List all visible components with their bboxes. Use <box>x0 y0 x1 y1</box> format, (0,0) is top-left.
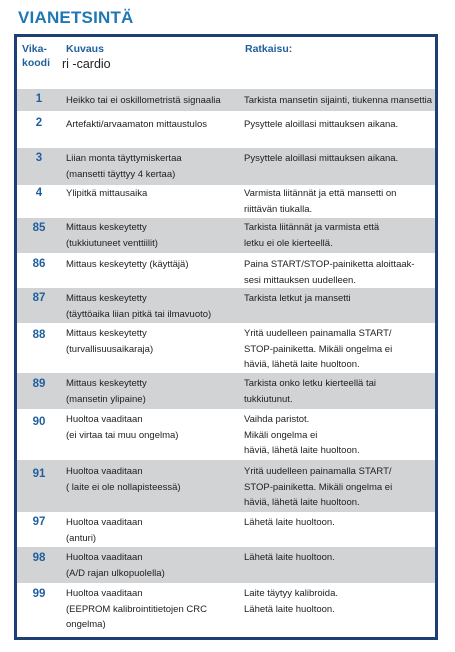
error-description: Huoltoa vaaditaan (ei virtaa tai muu ongelma) <box>66 414 179 441</box>
error-description: Mittaus keskeytetty (turvallisuusaikaraja) <box>66 328 154 355</box>
error-code: 90 <box>32 416 46 428</box>
table-row <box>17 288 435 323</box>
table-row <box>17 460 435 512</box>
error-solution: Tarkista onko letku kierteellä tai tukkiutunut. <box>244 378 377 405</box>
error-solution: Pysyttele aloillasi mittauksen aikana. <box>244 119 399 130</box>
error-description: Huoltoa vaaditaan (A/D rajan ulkopuolella) <box>66 552 165 579</box>
error-code: 87 <box>32 292 46 304</box>
error-solution: Yritä uudelleen painamalla START/ STOP-painiketta. Mikäli ongelma ei häviä, lähetä laite huoltoon. <box>244 466 393 508</box>
header-description: Kuvaus <box>66 43 104 55</box>
error-solution: Tarkista liitännät ja varmista että letku ei ole kierteellä. <box>244 222 380 249</box>
header-solution: Ratkaisu: <box>245 43 293 55</box>
error-code: 85 <box>32 222 46 234</box>
error-solution: Lähetä laite huoltoon. <box>244 517 335 528</box>
table-row <box>17 253 435 288</box>
page-title: VIANETSINTÄ <box>18 8 134 27</box>
error-description: Huoltoa vaaditaan (EEPROM kalibrointitietojen CRC ongelma) <box>66 588 207 630</box>
error-description: Huoltoa vaaditaan (anturi) <box>66 517 143 544</box>
header-code: Vika- koodi <box>22 43 50 69</box>
table-row <box>17 185 435 218</box>
table-row <box>17 583 435 637</box>
error-code: 91 <box>32 468 46 480</box>
error-solution: Yritä uudelleen painamalla START/ STOP-painiketta. Mikäli ongelma ei häviä, lähetä laite huoltoon. <box>244 328 393 370</box>
header-subtitle: ri -cardio <box>62 57 111 71</box>
error-code: 3 <box>35 152 43 164</box>
error-code: 98 <box>32 552 46 564</box>
error-solution: Tarkista letkut ja mansetti <box>244 293 351 304</box>
error-code: 97 <box>32 516 46 528</box>
error-solution: Laite täytyy kalibroida. Lähetä laite huoltoon. <box>244 588 338 615</box>
table-row <box>17 323 435 373</box>
error-code: 86 <box>32 258 46 270</box>
table-row <box>17 409 435 460</box>
error-code: 89 <box>32 378 46 390</box>
error-solution: Tarkista mansetin sijainti, tiukenna mansettia <box>244 95 432 106</box>
error-description: Heikko tai ei oskillometristä signaalia <box>66 95 221 106</box>
error-description: Huoltoa vaaditaan ( laite ei ole nollapisteessä) <box>66 466 181 493</box>
table-row <box>17 547 435 583</box>
error-solution: Pysyttele aloillasi mittauksen aikana. <box>244 153 399 164</box>
error-solution: Vaihda paristot. Mikäli ongelma ei häviä, lähetä laite huoltoon. <box>244 414 360 456</box>
error-code: 1 <box>35 93 43 105</box>
error-description: Mittaus keskeytetty (täyttöaika liian pitkä tai ilmavuoto) <box>66 293 212 320</box>
error-description: Liian monta täyttymiskertaa (mansetti täyttyy 4 kertaa) <box>66 153 182 180</box>
error-code: 88 <box>32 329 46 341</box>
error-description: Mittaus keskeytetty (tukkiutuneet venttiilit) <box>66 222 158 249</box>
table-row <box>17 148 435 185</box>
error-code: 99 <box>32 588 46 600</box>
table-row <box>17 111 435 148</box>
error-description: Artefakti/arvaamaton mittaustulos <box>66 119 207 130</box>
error-description: Ylipitkä mittausaika <box>66 188 148 199</box>
error-description: Mittaus keskeytetty (käyttäjä) <box>66 259 189 270</box>
table-row <box>17 218 435 253</box>
error-solution: Lähetä laite huoltoon. <box>244 552 335 563</box>
error-description: Mittaus keskeytetty (mansetin ylipaine) <box>66 378 147 405</box>
error-solution: Paina START/STOP-painiketta aloittaak- sesi mittauksen uudelleen. <box>244 259 415 286</box>
table-row <box>17 512 435 547</box>
error-solution: Varmista liitännät ja että mansetti on riittävän tiukalla. <box>244 188 397 215</box>
table-row <box>17 89 435 111</box>
error-code: 4 <box>35 187 43 199</box>
table-row <box>17 373 435 409</box>
error-code: 2 <box>35 117 43 129</box>
